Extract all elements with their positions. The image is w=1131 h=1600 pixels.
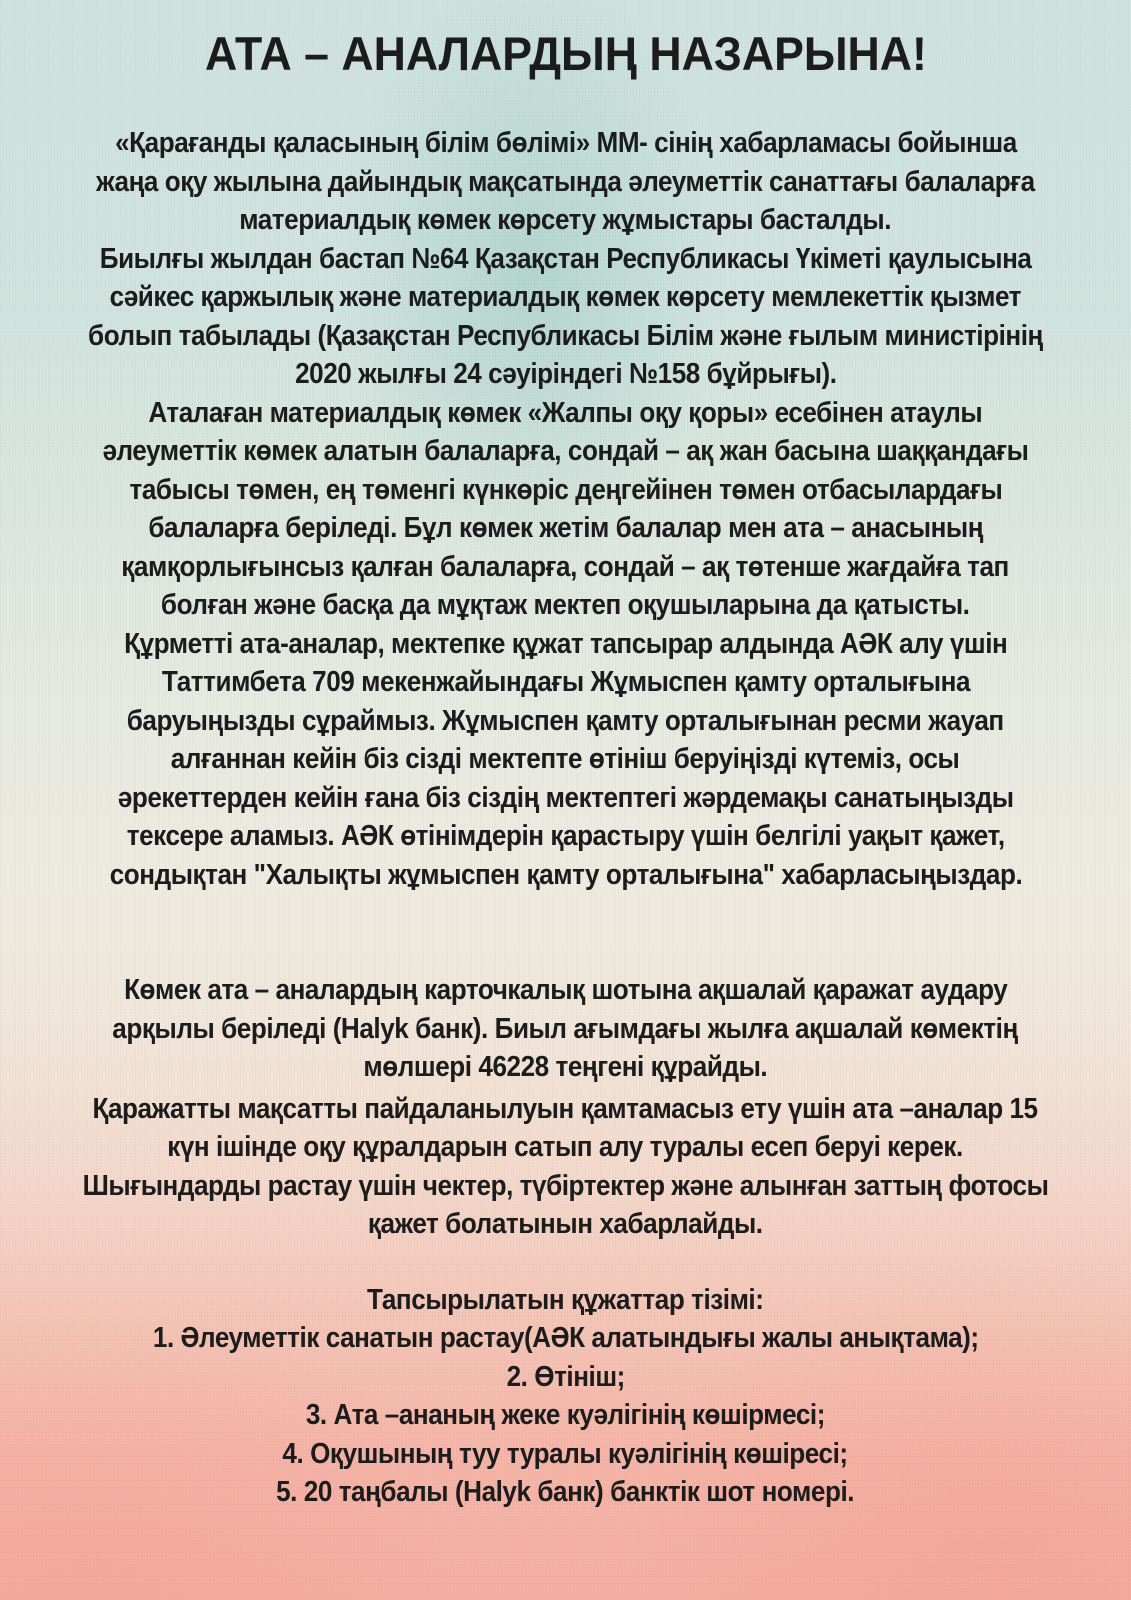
page-title — [0, 26, 1131, 82]
text-line: Көмек ата – аналардың карточкалық шотына ақшалай қаражат аудару — [123, 974, 1008, 1006]
paragraph-payment-amount — [0, 971, 1131, 1087]
text-line: балаларға беріледі. Бұл көмек жетім балалар мен ата – анасының — [148, 512, 983, 544]
list-item: 4. Оқушының туу туралы куәлігінің көшіресі; — [282, 1437, 849, 1470]
text-line: Қаражатты мақсатты пайдаланылуын қамтамасыз ету үшін ата –аналар 15 — [92, 1092, 1039, 1125]
text-line: Аталаған материалдық көмек «Жалпы оқу қоры» есебінен атаулы — [148, 396, 983, 429]
text-line: сәйкес қаржылық және материалдық көмек көрсету мемлекеттік қызмет — [109, 281, 1022, 313]
text-line: әлеуметтік көмек алатын балаларға, сондай – ақ жан басына шаққандағы — [102, 435, 1029, 467]
text-line: 2020 жылғы 24 сәуіріндегі №158 бұйрығы). — [294, 358, 837, 390]
list-item: 1. Әлеуметтік санатын растау(АӘК алатындығы жалы анықтама); — [152, 1322, 979, 1354]
text-line: жаңа оқу жылына дайындық мақсатында әлеуметтік санаттағы балаларға — [96, 165, 1035, 198]
text-line: болып табылады (Қазақстан Республикасы Білім және ғылым министірінің — [88, 319, 1043, 352]
documents-list-heading: Тапсырылатын құжаттар тізімі: — [367, 1283, 764, 1316]
text-line: қамқорлығынсыз қалған балаларға, сондай – ақ төтенше жағдайға тап — [121, 550, 1010, 583]
text-line: тексере аламыз. АӘК өтінімдерін қарастыру үшін белгілі уақыт қажет, — [126, 820, 1005, 852]
list-item: 5. 20 таңбалы (Halyk банк) банктік шот номері. — [276, 1476, 855, 1508]
paragraph-spending-report — [0, 1090, 1131, 1167]
text-line: баруыңызды сұраймыз. Жұмыспен қамту орталығынан ресми жауап — [126, 704, 1005, 737]
text-line: Шығындарды растау үшін чектер, түбіртектер және алынған заттың фотосы — [82, 1169, 1049, 1202]
text-line: мөлшері 46228 теңгені құрайды. — [363, 1051, 768, 1083]
documents-list — [0, 1281, 1131, 1512]
text-line: «Қарағанды қаласының білім бөлімі» ММ- сінің хабарламасы бойынша — [114, 127, 1017, 159]
text-line: болған және басқа да мұқтаж мектеп оқушыларына да қатысты. — [161, 589, 970, 621]
text-line: әрекеттерден кейін ғана біз сіздің мектептегі жәрдемақы санатыңызды — [117, 781, 1014, 814]
text-line: табысы төмен, ең төменгі күнкөріс деңгейінен төмен отбасылардағы — [129, 473, 1002, 506]
paragraph-fund-eligibility — [0, 394, 1131, 625]
text-line: алғаннан кейін біз сізді мектепте өтініш беруіңізді күтеміз, осы — [171, 743, 960, 775]
text-line: материалдық көмек көрсету жұмыстары басталды. — [239, 204, 892, 236]
text-line: Биылғы жылдан бастап №64 Қазақстан Республикасы Үкіметі қаулысына — [99, 242, 1032, 275]
text-line: Таттимбета 709 мекенжайындағы Жұмыспен қамту орталығына — [161, 666, 970, 698]
text-line: сондықтан "Халықты жұмыспен қамту орталығына" хабарласыңыздар. — [109, 858, 1022, 891]
paragraph-parents-instructions — [0, 625, 1131, 895]
text-line: күн ішінде оқу құралдарын сатып алу туралы есеп беруі керек. — [167, 1131, 964, 1163]
paragraph-expense-proof — [0, 1167, 1131, 1244]
text-line: арқылы беріледі (Halyk банк). Биыл ағымдағы жылға ақшалай көмектің — [112, 1012, 1019, 1045]
list-item: 3. Ата –ананың жеке куәлігінің көшірмесі; — [305, 1399, 826, 1431]
text-line: Құрметті ата-аналар, мектепке құжат тапсырар алдында АӘК алу үшін — [123, 627, 1008, 660]
page-title-text: АТА – АНАЛАРДЫҢ НАЗАРЫНА! — [204, 27, 927, 80]
text-line: қажет болатынын хабарлайды. — [368, 1208, 763, 1240]
list-item: 2. Өтініш; — [506, 1360, 625, 1393]
paragraph-intro — [0, 124, 1131, 240]
paragraph-government-decree — [0, 240, 1131, 394]
